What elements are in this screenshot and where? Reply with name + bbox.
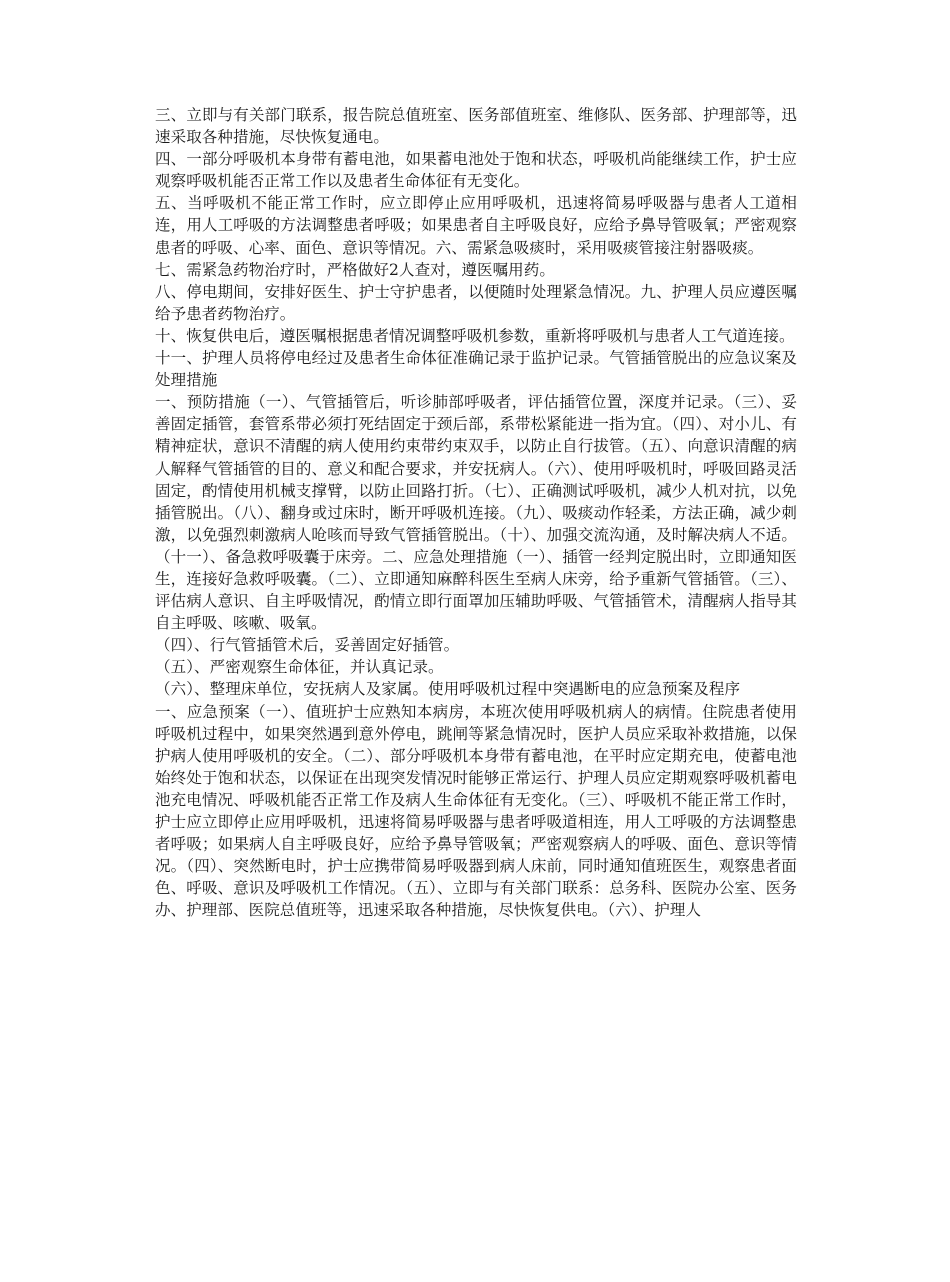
paragraph-battery-check: 四、一部分呼吸机本身带有蓄电池，如果蓄电池处于饱和状态，呼吸机尚能继续工作，护士应观察呼吸机能否正常工作以及患者生命体征有无变化。 (155, 150, 797, 191)
paragraph-tidy-bed-and-heading: （六）、整理床单位，安抚病人及家属。使用呼吸机过程中突遇断电的应急预案及程序 (155, 680, 741, 699)
paragraph-manual-ventilation: 五、当呼吸机不能正常工作时，应立即停止应用呼吸机，迅速将简易呼吸器与患者人工道相连，用人工呼吸的方法调整患者呼吸；如果患者自主呼吸良好，应给予鼻导管吸氧；严密观察患者的呼吸、心率、面色、意识等情况。六、需紧急吸痰时，采用吸痰管接注射器吸痰。 (155, 194, 797, 257)
paragraph-observe-vitals: （五）、严密观察生命体征，并认真记录。 (155, 658, 444, 677)
paragraph-outage-guarding: 八、停电期间，安排好医生、护士守护患者，以便随时处理紧急情况。九、护理人员应遵医嘱给予患者药物治疗。 (155, 282, 797, 323)
paragraph-after-restore: 十、恢复供电后，遵医嘱根据患者情况调整呼吸机参数，重新将呼吸机与患者人工气道连接。 (155, 326, 795, 345)
paragraph-record-and-heading: 十一、护理人员将停电经过及患者生命体征准确记录于监护记录。气管插管脱出的应急议案及处理措施 (155, 349, 797, 390)
paragraph-ventilator-outage-plan: 一、应急预案（一）、值班护士应熟知本病房，本班次使用呼吸机病人的病情。住院患者使用呼吸机过程中，如果突然遇到意外停电，跳闸等紧急情况时，医护人员应采取补救措施，以保护病人使用呼吸机的安全。（二）、部分呼吸机本身带有蓄电池，在平时应定期充电，使蓄电池始终处于饱和状态，以保证在出现突发情况时能够正常运行、护理人员应定期观察呼吸机蓄电池充电情况、呼吸机能否正常工作及病人生命体征有无变化。（三）、呼吸机不能正常工作时，护士应立即停止应用呼吸机，迅速将简易呼吸器与患者呼吸道相连，用人工呼吸的方法调整患者呼吸；如果病人自主呼吸良好，应给予鼻导管吸氧；严密观察病人的呼吸、面色、意识等情况。（四）、突然断电时，护士应携带简易呼吸器到病人床前，同时通知值班医生，观察患者面色、呼吸、意识及呼吸机工作情况。（五）、立即与有关部门联系：总务科、医院办公室、医务办、护理部、医院总值班等，迅速采取各种措施，尽快恢复供电。（六）、护理人 (155, 702, 797, 920)
paragraph-fix-intubation: （四）、行气管插管术后，妥善固定好插管。 (155, 636, 460, 655)
paragraph-power-restore-contact: 三、立即与有关部门联系，报告院总值班室、医务部值班室、维修队、医务部、护理部等，迅速采取各种措施，尽快恢复通电。 (155, 106, 797, 147)
paragraph-emergency-medication: 七、需紧急药物治疗时，严格做好2人查对，遵医嘱用药。 (155, 260, 555, 279)
paragraph-intubation-prevention: 一、预防措施（一）、气管插管后，听诊肺部呼吸者，评估插管位置，深度并记录。（三）、妥善固定插管，套管系带必须打死结固定于颈后部，系带松紧能进一指为宜。（四）、对小儿、有精神症状，意识不清醒的病人使用约束带约束双手，以防止自行拔管。（五）、向意识清醒的病人解释气管插管的目的、意义和配合要求，并安抚病人。（六）、使用呼吸机时，呼吸回路灵活固定，酌情使用机械支撑臂，以防止回路打折。（七）、正确测试呼吸机，减少人机对抗，以免插管脱出。（八）、翻身或过床时，断开呼吸机连接。（九）、吸痰动作轻柔，方法正确，减少刺激，以免强烈刺激病人呛咳而导致气管插管脱出。（十）、加强交流沟通，及时解决病人不适。（十一）、备急救呼吸囊于床旁。二、应急处理措施（一）、插管一经判定脱出时，立即通知医生，连接好急救呼吸囊。（二）、立即通知麻醉科医生至病人床旁，给予重新气管插管。（三）、评估病人意识、自主呼吸情况，酌情立即行面罩加压辅助呼吸、气管插管术，清醒病人指导其自主呼吸、咳嗽、吸氧。 (155, 393, 797, 633)
document-body (155, 104, 797, 921)
